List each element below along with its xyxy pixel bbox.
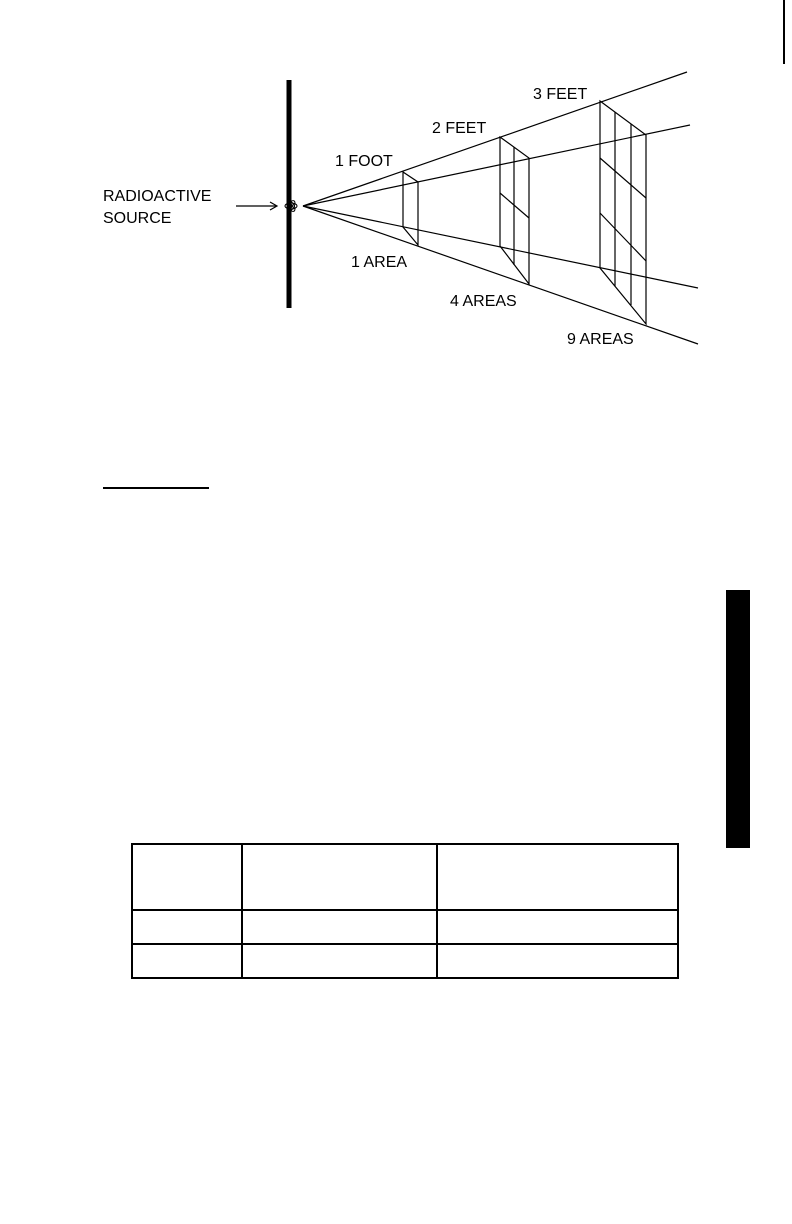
table-cell [242, 944, 437, 978]
area-label-4: 4 AREAS [450, 293, 517, 310]
table-row [132, 944, 678, 978]
table-cell [132, 944, 242, 978]
table-cell [242, 910, 437, 944]
heading-underline [103, 487, 209, 489]
table-cell [437, 944, 678, 978]
distance-label-1-foot: 1 FOOT [335, 153, 393, 170]
area-label-1: 1 AREA [351, 254, 408, 271]
panel-3-feet [600, 101, 646, 324]
source-label-line2: SOURCE [103, 210, 172, 227]
table-header-cell [242, 844, 437, 910]
inverse-square-diagram [0, 0, 792, 400]
section-tab [726, 590, 750, 848]
table-cell [437, 910, 678, 944]
data-table [131, 843, 679, 979]
distance-label-3-feet: 3 FEET [533, 86, 588, 103]
table-row [132, 910, 678, 944]
table-cell [132, 910, 242, 944]
table-header-row [132, 844, 678, 910]
source-label-line1: RADIOACTIVE [103, 188, 212, 205]
table-header-cell [132, 844, 242, 910]
area-label-9: 9 AREAS [567, 331, 634, 348]
distance-label-2-feet: 2 FEET [432, 120, 487, 137]
table-header-cell [437, 844, 678, 910]
